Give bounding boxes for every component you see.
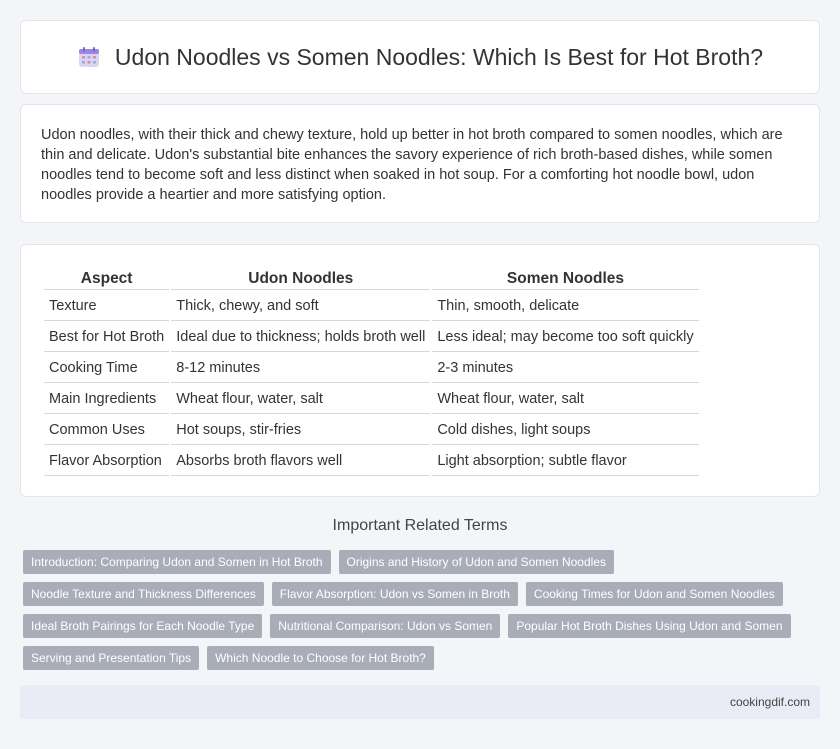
table-cell: Common Uses [44, 416, 169, 445]
related-terms-title: Important Related Terms [332, 517, 508, 534]
table-cell: Flavor Absorption [44, 447, 169, 476]
table-cell: Hot soups, stir-fries [171, 416, 430, 445]
calendar-icon [77, 45, 101, 69]
tag-row [23, 614, 823, 638]
table-cell: Wheat flour, water, salt [171, 385, 430, 414]
table-cell: 2-3 minutes [432, 354, 698, 383]
header-udon: Udon Noodles [171, 267, 430, 290]
table-row [44, 292, 699, 321]
page-title: Udon Noodles vs Somen Noodles: Which Is Best for Hot Broth? [114, 43, 764, 70]
header-aspect: Aspect [44, 267, 169, 290]
table-cell: Less ideal; may become too soft quickly [432, 323, 698, 352]
related-term-tag[interactable]: Which Noodle to Choose for Hot Broth? [207, 646, 434, 670]
table-row [44, 354, 699, 383]
related-term-tag[interactable]: Introduction: Comparing Udon and Somen in Hot Broth [23, 550, 331, 574]
related-term-tag[interactable]: Ideal Broth Pairings for Each Noodle Type [23, 614, 262, 638]
table-cell: Cold dishes, light soups [432, 416, 698, 445]
footer [20, 685, 820, 719]
intro-text: Udon noodles, with their thick and chewy texture, hold up better in hot broth compared to somen noodles, which are thin and delicate. Udon's substantial bite enhances the savory experience of rich broth-based dishes, while somen noodles tend to become soft and less distinct when soaked in hot soup. For a comforting hot noodle bowl, udon noodles provide a heartier and more satisfying option. [41, 127, 783, 203]
table-cell: Cooking Time [44, 354, 169, 383]
table-cell: Absorbs broth flavors well [171, 447, 430, 476]
table-header-row [44, 267, 699, 290]
table-row [44, 416, 699, 445]
related-term-tag[interactable]: Nutritional Comparison: Udon vs Somen [270, 614, 500, 638]
table-cell: Wheat flour, water, salt [432, 385, 698, 414]
table-cell: Main Ingredients [44, 385, 169, 414]
table-cell: 8-12 minutes [171, 354, 430, 383]
title-card [20, 20, 820, 94]
related-term-tag[interactable]: Flavor Absorption: Udon vs Somen in Broth [272, 582, 518, 606]
table-cell: Thin, smooth, delicate [432, 292, 698, 321]
tag-row [23, 550, 823, 574]
table-cell: Thick, chewy, and soft [171, 292, 430, 321]
table-cell: Texture [44, 292, 169, 321]
table-row [44, 385, 699, 414]
related-term-tag[interactable]: Origins and History of Udon and Somen Noodles [339, 550, 614, 574]
intro-card [20, 104, 820, 223]
related-term-tag[interactable]: Serving and Presentation Tips [23, 646, 199, 670]
tag-row [23, 646, 823, 670]
table-cell: Light absorption; subtle flavor [432, 447, 698, 476]
tag-row [23, 582, 823, 606]
header-somen: Somen Noodles [432, 267, 698, 290]
footer-site-link[interactable]: cookingdif.com [729, 695, 810, 709]
table-cell: Ideal due to thickness; holds broth well [171, 323, 430, 352]
related-term-tag[interactable]: Popular Hot Broth Dishes Using Udon and Somen [508, 614, 790, 638]
related-term-tag[interactable]: Cooking Times for Udon and Somen Noodles [526, 582, 783, 606]
table-cell: Best for Hot Broth [44, 323, 169, 352]
table-row [44, 323, 699, 352]
related-terms-list [23, 550, 823, 678]
comparison-table [42, 265, 701, 478]
related-term-tag[interactable]: Noodle Texture and Thickness Differences [23, 582, 264, 606]
table-row [44, 447, 699, 476]
comparison-card [20, 244, 820, 497]
